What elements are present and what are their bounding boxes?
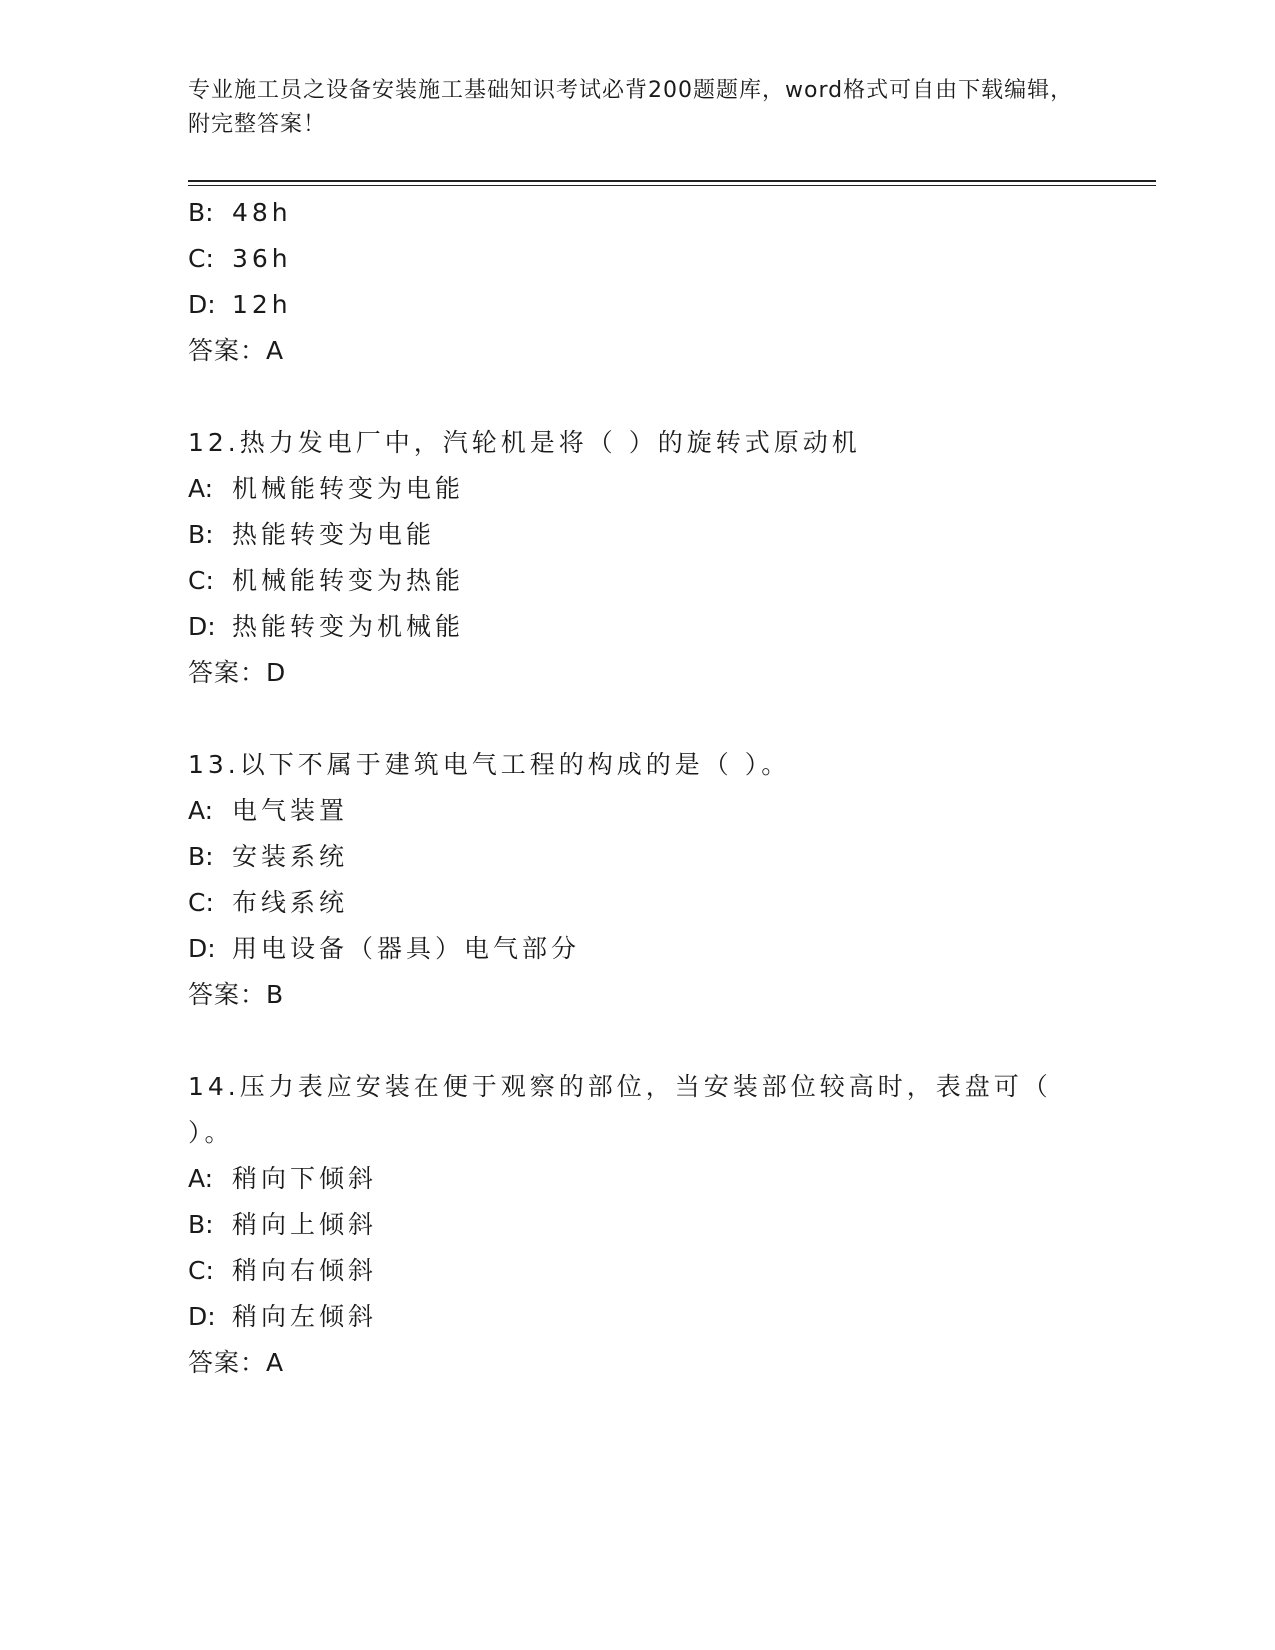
option-c: C: 机械能转变为热能 [188, 566, 465, 595]
option-d: D: 稍向左倾斜 [188, 1302, 378, 1331]
question-stem: 12.热力发电厂中，汽轮机是将（ ）的旋转式原动机 [188, 428, 861, 457]
option-d: D: 热能转变为机械能 [188, 612, 465, 641]
option-b: B: 安装系统 [188, 842, 349, 871]
option-b: B: 热能转变为电能 [188, 520, 436, 549]
answer: 答案：D [188, 658, 287, 687]
partial-question [188, 190, 1088, 374]
answer: 答案：A [188, 1348, 285, 1377]
question-stem-line-1: 14.压力表应安装在便于观察的部位，当安装部位较高时，表盘可（ [188, 1072, 1052, 1101]
option-b: B: 48h [188, 198, 292, 227]
document-body [188, 190, 1088, 1386]
option-d: D: 12h [188, 290, 292, 319]
option-d: D: 用电设备（器具）电气部分 [188, 934, 581, 963]
question-stem-line-2: ）。 [188, 1118, 234, 1147]
header-divider-thin [188, 185, 1156, 186]
option-a: A: 电气装置 [188, 796, 349, 825]
question-14 [188, 1064, 1088, 1386]
option-a: A: 稍向下倾斜 [188, 1164, 378, 1193]
question-13 [188, 742, 1088, 1018]
header-divider-thick [188, 180, 1156, 182]
option-c: C: 稍向右倾斜 [188, 1256, 378, 1285]
answer: 答案：A [188, 336, 285, 365]
option-b: B: 稍向上倾斜 [188, 1210, 378, 1239]
option-c: C: 布线系统 [188, 888, 349, 917]
question-stem: 13.以下不属于建筑电气工程的构成的是（ ）。 [188, 750, 791, 779]
question-12 [188, 420, 1088, 696]
option-c: C: 36h [188, 244, 292, 273]
option-a: A: 机械能转变为电能 [188, 474, 465, 503]
document-header: 专业施工员之设备安装施工基础知识考试必背200题题库，word格式可自由下载编辑，附完整答案！ [188, 78, 1074, 137]
answer: 答案：B [188, 980, 285, 1009]
